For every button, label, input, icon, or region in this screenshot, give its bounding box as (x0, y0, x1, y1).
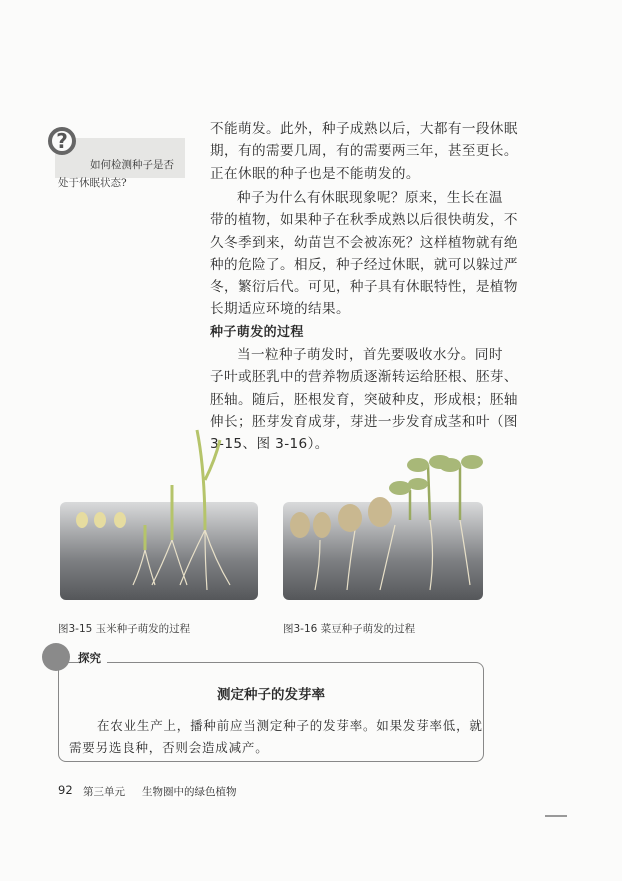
text-line: 期，有的需要几周，有的需要两三年，甚至更长。 (210, 143, 518, 160)
text-line: 种子为什么有休眠现象呢？原来，生长在温 (237, 190, 503, 206)
scan-mark (545, 815, 567, 817)
chapter-label: 生物圈中的绿色植物 (142, 786, 237, 798)
text-line: 正在休眠的种子也是不能萌发的。 (210, 165, 420, 182)
question-mark-icon: ? (48, 127, 76, 155)
bean-roots (315, 520, 470, 590)
page-number: 92 (58, 783, 73, 797)
explore-icon (42, 643, 70, 671)
text-line: 带的植物，如果种子在秋季成熟以后很快萌发，不 (210, 212, 518, 229)
text-line: 不能萌发。此外，种子成熟以后，大都有一段休眠 (210, 121, 518, 137)
section-heading: 种子萌发的过程 (210, 325, 304, 340)
text-line: 当一粒种子萌发时，首先要吸收水分。同时 (237, 347, 503, 363)
bean-seeds (290, 497, 392, 538)
unit-label: 第三单元 (83, 786, 125, 798)
text-line: 久冬季到来，幼苗岂不会被冻死？这样植物就有绝 (210, 234, 518, 251)
explore-box (58, 662, 484, 762)
text-line: 冬，繁衍后代。可见，种子具有休眠特性，是植物 (210, 279, 518, 296)
corn-seeds (76, 512, 126, 528)
text-line: 长期适应环境的结果。 (210, 301, 350, 318)
figure-caption: 图3-15 玉米种子萌发的过程 (58, 623, 191, 635)
bean-leaves (389, 455, 483, 495)
explore-title: 测定种子的发芽率 (217, 687, 325, 703)
text-line: 3-15、图 3-16）。 (210, 436, 329, 453)
text-line: 在农业生产上，播种前应当测定种子的发芽率。如果发芽率低，就 (97, 718, 483, 733)
explore-body (69, 715, 483, 759)
corn-shoots (145, 430, 220, 550)
explore-label: 探究 (78, 650, 107, 666)
corn-roots (133, 530, 230, 590)
text-line: 需要另选良种，否则会造成减产。 (69, 740, 269, 755)
figure-caption: 图3-16 菜豆种子萌发的过程 (283, 623, 416, 635)
question-line: 如何检测种子是否 (90, 159, 174, 171)
text-line: 种的危险了。相反，种子经过休眠，就可以躲过严 (210, 256, 518, 273)
text-line: 子叶或胚乳中的营养物质逐渐转运给胚根、胚芽、 (210, 369, 518, 386)
text-line: 胚轴。随后，胚根发育，突破种皮，形成根；胚轴 (210, 391, 518, 408)
text-line: 伸长；胚芽发育成芽，芽进一步发育成茎和叶（图 (210, 413, 518, 430)
question-line: 处于休眠状态? (58, 177, 127, 189)
